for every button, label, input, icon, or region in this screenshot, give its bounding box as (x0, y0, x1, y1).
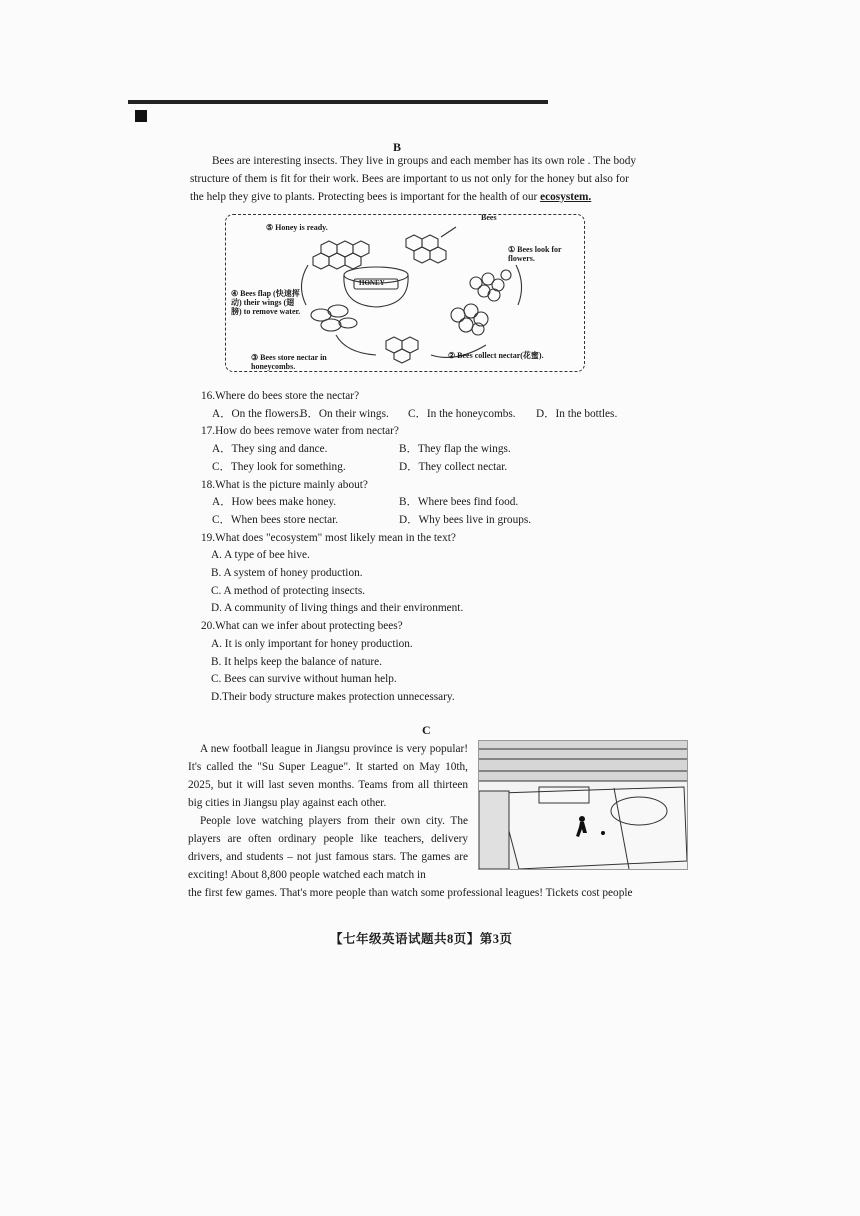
honeycomb-icon (386, 337, 418, 363)
options-row (201, 441, 661, 459)
option[interactable]: C. A method of protecting insects. (211, 584, 366, 597)
option[interactable]: D. A community of living things and their environment. (211, 602, 464, 615)
options-row (201, 406, 661, 424)
page-footer: 【七年级英语试题共8页】第3页 (330, 932, 513, 946)
option[interactable]: D．In the bottles. (536, 407, 618, 420)
options-row (201, 459, 661, 477)
passage-line-text: the help they give to plants. Protecting bees is important for the health of our (190, 191, 541, 203)
passage-line: structure of them is fit for their work. Bees are important to us not only for the honey but also for (190, 173, 629, 185)
diagram-label-step1: ① Bees look for flowers. (508, 245, 562, 263)
diagram-label-step2: ② Bees collect nectar(花蜜). (448, 351, 544, 360)
flower-icon (451, 304, 488, 335)
diagram-label-step5: ⑤ Honey is ready. (266, 223, 328, 232)
cycle-arrow (441, 227, 456, 237)
cycle-arrow (336, 335, 376, 355)
passage-line: Bees are interesting insects. They live in groups and each member has its own role . The body (212, 155, 637, 167)
section-b-letter: B (393, 140, 402, 154)
passage-line (190, 188, 668, 206)
section-c-letter: C (422, 723, 431, 737)
question-stem: 18.What is the picture mainly about? (201, 478, 368, 491)
football-icon (601, 831, 605, 835)
football-stadium-illustration (478, 740, 688, 870)
diagram-label-step3: ③ Bees store nectar in honeycombs. (251, 353, 327, 371)
option[interactable]: A．On the flowers. (212, 407, 302, 420)
option[interactable]: B．On their wings. (300, 407, 389, 420)
option[interactable]: A. It is only important for honey production. (211, 637, 413, 650)
stadium-artwork (479, 741, 687, 869)
ecosystem-keyword: ecosystem. (540, 191, 592, 203)
option[interactable]: B．They flap the wings. (399, 443, 511, 456)
option[interactable]: A．They sing and dance. (212, 443, 328, 456)
cycle-arrow (516, 265, 522, 305)
corner-mark (135, 110, 147, 122)
option[interactable]: B. A system of honey production. (211, 567, 363, 580)
option[interactable]: C. Bees can survive without human help. (211, 673, 397, 686)
question-stem: 20.What can we infer about protecting bees? (201, 620, 403, 633)
options-row (201, 512, 661, 530)
option[interactable]: D．Why bees live in groups. (399, 513, 532, 526)
option[interactable]: C．In the honeycombs. (408, 407, 516, 420)
question-stem: 17.How do bees remove water from nectar? (201, 425, 399, 438)
section-b-passage (190, 152, 668, 206)
bee-cluster-icon (311, 305, 357, 331)
honeycomb-icon (313, 241, 369, 269)
section-c-para1: A new football league in Jiangsu province is very popular! It's called the "Su Super League". It started on May 10th, 2025, but it will last seven months. Teams from all thirteen big cities in Jiangsu play against each other. (188, 743, 468, 809)
diagram-label-bees: Bees (481, 213, 497, 222)
question-block (201, 388, 661, 707)
options-row (201, 494, 661, 512)
option[interactable]: C．They look for something. (212, 460, 346, 473)
option[interactable]: D．They collect nectar. (399, 460, 508, 473)
diagram-label-honey: HONEY (359, 279, 385, 287)
option[interactable]: B. It helps keep the balance of nature. (211, 655, 382, 668)
question-stem: 16.Where do bees store the nectar? (201, 390, 360, 402)
diagram-label-step4: ④ Bees flap (快速挥动) their wings (翅膀) to remove water. (231, 289, 301, 316)
option[interactable]: C．When bees store nectar. (212, 513, 339, 526)
honeycomb-icon (406, 235, 446, 263)
option[interactable]: D.Their body structure makes protection unnecessary. (211, 690, 455, 703)
option[interactable]: A. A type of bee hive. (211, 549, 310, 562)
top-rule (128, 100, 548, 104)
section-c-para2-cont: the first few games. That's more people than watch some professional leagues! Tickets cost people (188, 887, 633, 899)
option[interactable]: A．How bees make honey. (212, 496, 337, 509)
honey-making-diagram (225, 214, 585, 372)
question-stem: 19.What does "ecosystem" most likely mean in the text? (201, 531, 456, 544)
flower-icon (470, 270, 511, 301)
section-c-para2: People love watching players from their own city. The players are often ordinary people like teachers, delivery drivers, and students – not just famous stars. The games are exciting! About 8,800 people watched each match in (188, 815, 468, 881)
option[interactable]: B．Where bees find food. (399, 496, 519, 509)
